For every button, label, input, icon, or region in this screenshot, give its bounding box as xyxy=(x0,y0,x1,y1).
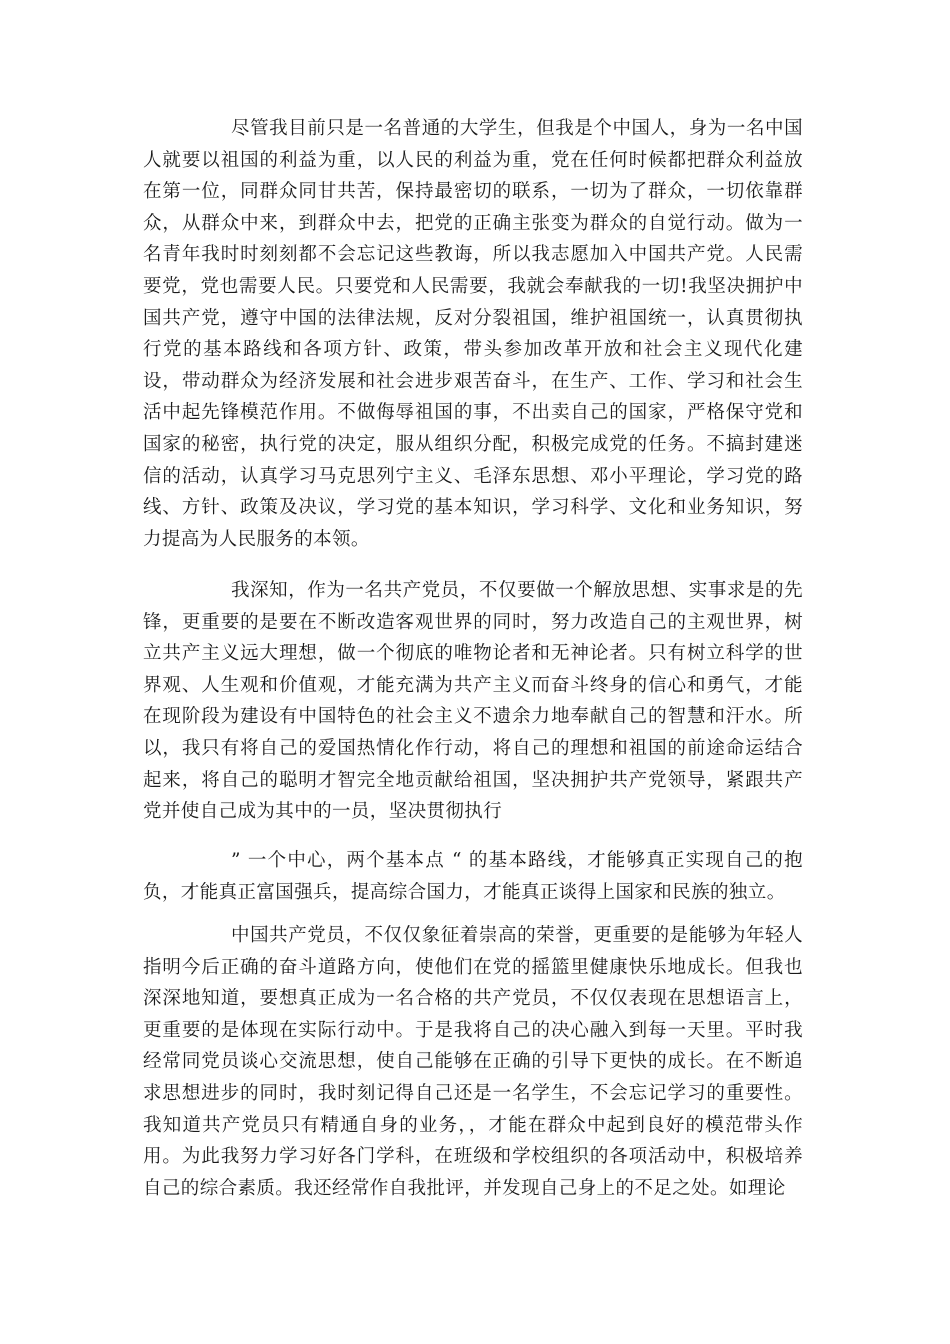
paragraph-4: 中国共产党员，不仅仅象征着崇高的荣誉，更重要的是能够为年轻人指明今后正确的奋斗道路方向，使他们在党的摇篮里健康快乐地成长。但我也深深地知道，要想真正成为一名合格的共产党员，不仅仅表现在思想语言上，更重要的是体现在实际行动中。于是我将自己的决心融入到每一天里。平时我经常同党员谈心交流思想，使自己能够在正确的引导下更快的成长。在不断追求思想进步的同时，我时刻记得自己还是一名学生，不会忘记学习的重要性。我知道共产党员只有精通自身的业务，，才能在群众中起到良好的模范带头作用。为此我努力学习好各门学科，在班级和学校组织的各项活动中，积极培养自己的综合素质。我还经常作自我批评，并发现自己身上的不足之处。如理论 xyxy=(143,925,803,1199)
paragraph-1: 尽管我目前只是一名普通的大学生，但我是个中国人，身为一名中国人就要以祖国的利益为重，以人民的利益为重，党在任何时候都把群众利益放在第一位，同群众同甘共苦，保持最密切的联系，一切为了群众，一切依靠群众，从群众中来，到群众中去，把党的正确主张变为群众的自觉行动。做为一名青年我时时刻刻都不会忘记这些教诲，所以我志愿加入中国共产党。人民需要党，党也需要人民。只要党和人民需要，我就会奉献我的一切!我坚决拥护中国共产党，遵守中国的法律法规，反对分裂祖国，维护祖国统一，认真贯彻执行党的基本路线和各项方针、政策，带头参加改革开放和社会主义现代化建设，带动群众为经济发展和社会进步艰苦奋斗，在生产、工作、学习和社会生活中起先锋模范作用。不做侮辱祖国的事，不出卖自己的国家，严格保守党和国家的秘密，执行党的决定，服从组织分配，积极完成党的任务。不搞封建迷信的活动，认真学习马克思列宁主义、毛泽东思想、邓小平理论，学习党的路线、方针、政策及决议，学习党的基本知识，学习科学、文化和业务知识，努力提高为人民服务的本领。 xyxy=(143,118,803,550)
paragraph-3: ” 一个中心，两个基本点 “ 的基本路线，才能够真正实现自己的抱负，才能真正富国强兵，提高综合国力，才能真正谈得上国家和民族的独立。 xyxy=(143,850,803,903)
paragraph-2: 我深知，作为一名共产党员，不仅要做一个解放思想、实事求是的先锋，更重要的是要在不断改造客观世界的同时，努力改造自己的主观世界，树立共产主义远大理想，做一个彻底的唯物论者和无神论者。只有树立科学的世界观、人生观和价值观，才能充满为共产主义而奋斗终身的信心和勇气，才能在现阶段为建设有中国特色的社会主义不遗余力地奉献自己的智慧和汗水。所以，我只有将自己的爱国热情化作行动，将自己的理想和祖国的前途命运结合起来，将自己的聪明才智完全地贡献给祖国，坚决拥护共产党领导，紧跟共产党并使自己成为其中的一员，坚决贯彻执行 xyxy=(143,580,803,823)
